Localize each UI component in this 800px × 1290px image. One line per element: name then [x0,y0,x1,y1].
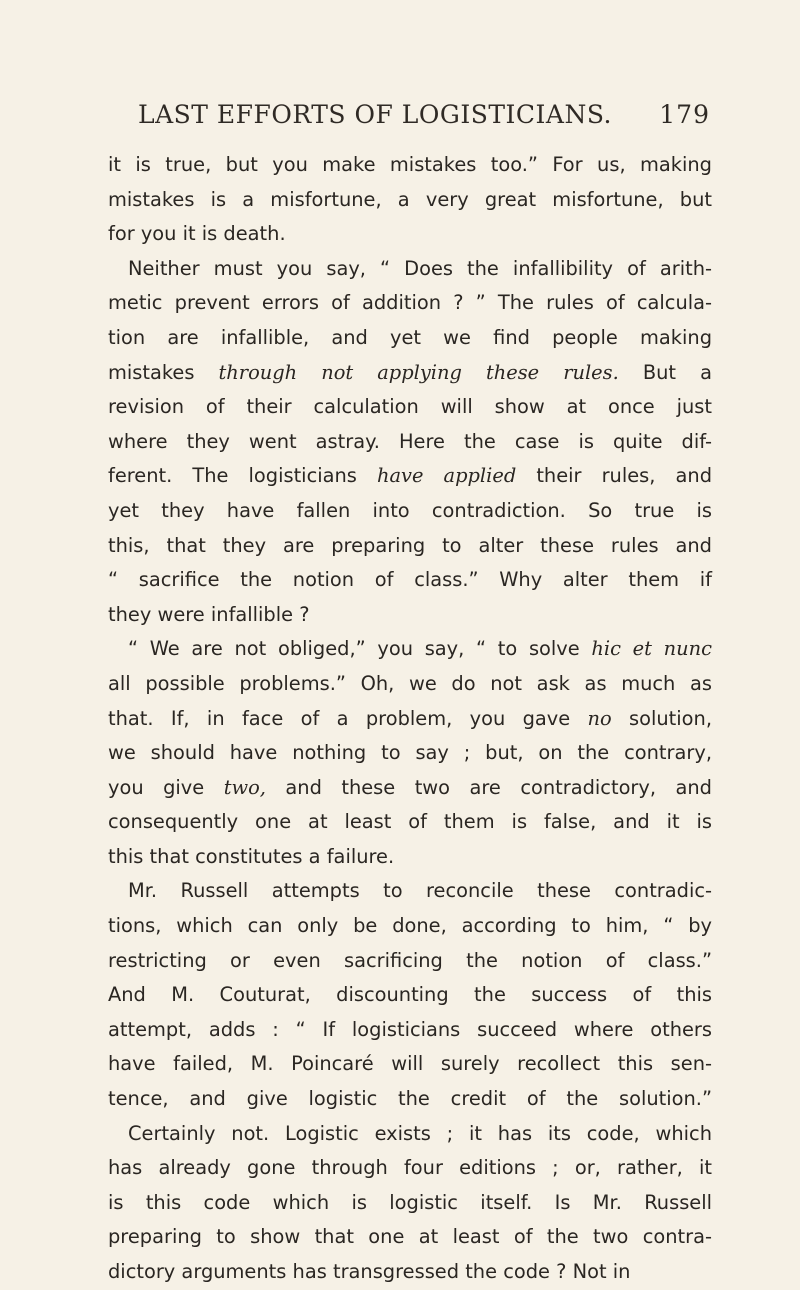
text-segment: their rules, and [516,464,712,488]
text-line [108,840,712,875]
text-segment: they were infallible ? [108,602,310,626]
text-segment: has already gone through four editions ; or, rather, it [108,1156,712,1180]
text-line [108,148,712,183]
text-segment: it is true, but you make mistakes too.” For us, making [108,153,712,176]
text-segment: consequently one at least of them is false, and it is [108,810,712,834]
text-line [108,183,712,218]
text-line [108,529,712,564]
page-number: 179 [659,100,710,129]
text-segment: this that constitutes a failure. [108,844,395,868]
running-head-title: LAST EFFORTS OF LOGISTICIANS. [138,100,612,129]
text-segment: Neither must you say, “ Does the infallibility of arith- [128,256,712,280]
text-line [108,702,712,737]
text-segment: dictory arguments has transgressed the code ? Not in [108,1260,631,1283]
text-segment: where they went astray. Here the case is quite dif- [108,429,712,453]
text-segment: have failed, M. Poincaré will surely recollect this sen- [108,1052,712,1076]
text-segment: and these two are contradictory, and [265,775,712,799]
text-line [108,1151,712,1186]
text-line [108,736,712,771]
text-line [108,286,712,321]
text-segment: Certainly not. Logistic exists ; it has its code, which [128,1121,712,1145]
text-segment: all possible problems.” Oh, we do not ask as much as [108,671,712,695]
text-line [108,909,712,944]
text-segment: “ We are not obliged,” you say, “ to solve [128,637,592,661]
text-segment: solution, [611,706,712,730]
text-segment: attempt, adds : “ If logisticians succeed where others [108,1017,712,1041]
text-segment: revision of their calculation will show at once just [108,395,712,419]
text-line [108,356,712,391]
text-segment: tion are infallible, and yet we find people making [108,325,712,349]
text-line [108,321,712,356]
text-line [108,944,712,979]
italic-text: no [587,706,612,730]
text-line [108,1255,712,1290]
text-line [108,390,712,425]
text-line [108,598,712,633]
text-line [108,1082,712,1117]
text-segment: you give [108,775,224,799]
text-segment: restricting or even sacrificing the notion of class.” [108,948,712,972]
italic-text: two, [223,775,266,799]
text-segment: tions, which can only be done, according to him, “ by [108,914,712,938]
text-line [108,217,712,252]
text-line [108,1117,712,1152]
text-line [108,1047,712,1082]
text-line [108,1220,712,1255]
text-segment: this, that they are preparing to alter these rules and [108,533,712,557]
text-segment: mistakes is a misfortune, a very great misfortune, but [108,187,712,211]
italic-text: have applied [376,464,517,488]
text-segment: tence, and give logistic the credit of the solution.” [108,1087,712,1111]
text-segment: mistakes [108,360,219,384]
text-segment: we should have nothing to say ; but, on the contrary, [108,741,712,765]
text-line [108,252,712,287]
text-line [108,1186,712,1221]
text-line [108,978,712,1013]
text-line [108,874,712,909]
text-segment: “ sacrifice the notion of class.” Why alter them if [108,568,712,592]
text-line [108,563,712,598]
text-line [108,425,712,460]
text-segment: yet they have fallen into contradiction. So true is [108,498,712,522]
text-line [108,494,712,529]
text-segment: ferent. The logisticians [108,464,377,488]
text-line [108,771,712,806]
italic-text: hic et nunc [591,637,712,661]
text-line [108,667,712,702]
text-segment: preparing to show that one at least of the two contra- [108,1225,712,1249]
text-segment: But a [618,360,712,384]
text-segment: for you it is death. [108,222,286,246]
text-line [108,632,712,667]
text-segment: that. If, in face of a problem, you gave [108,706,588,730]
text-line [108,1013,712,1048]
text-line [108,459,712,494]
body-text [108,148,712,1290]
text-segment: Mr. Russell attempts to reconcile these contradic- [128,879,712,903]
text-segment: metic prevent errors of addition ? ” The rules of calcula- [108,291,712,315]
text-line [108,805,712,840]
text-segment: is this code which is logistic itself. Is Mr. Russell [108,1190,712,1214]
italic-text: through not applying these rules. [218,360,619,384]
running-head [110,100,710,140]
text-segment: And M. Couturat, discounting the success of this [108,983,712,1007]
